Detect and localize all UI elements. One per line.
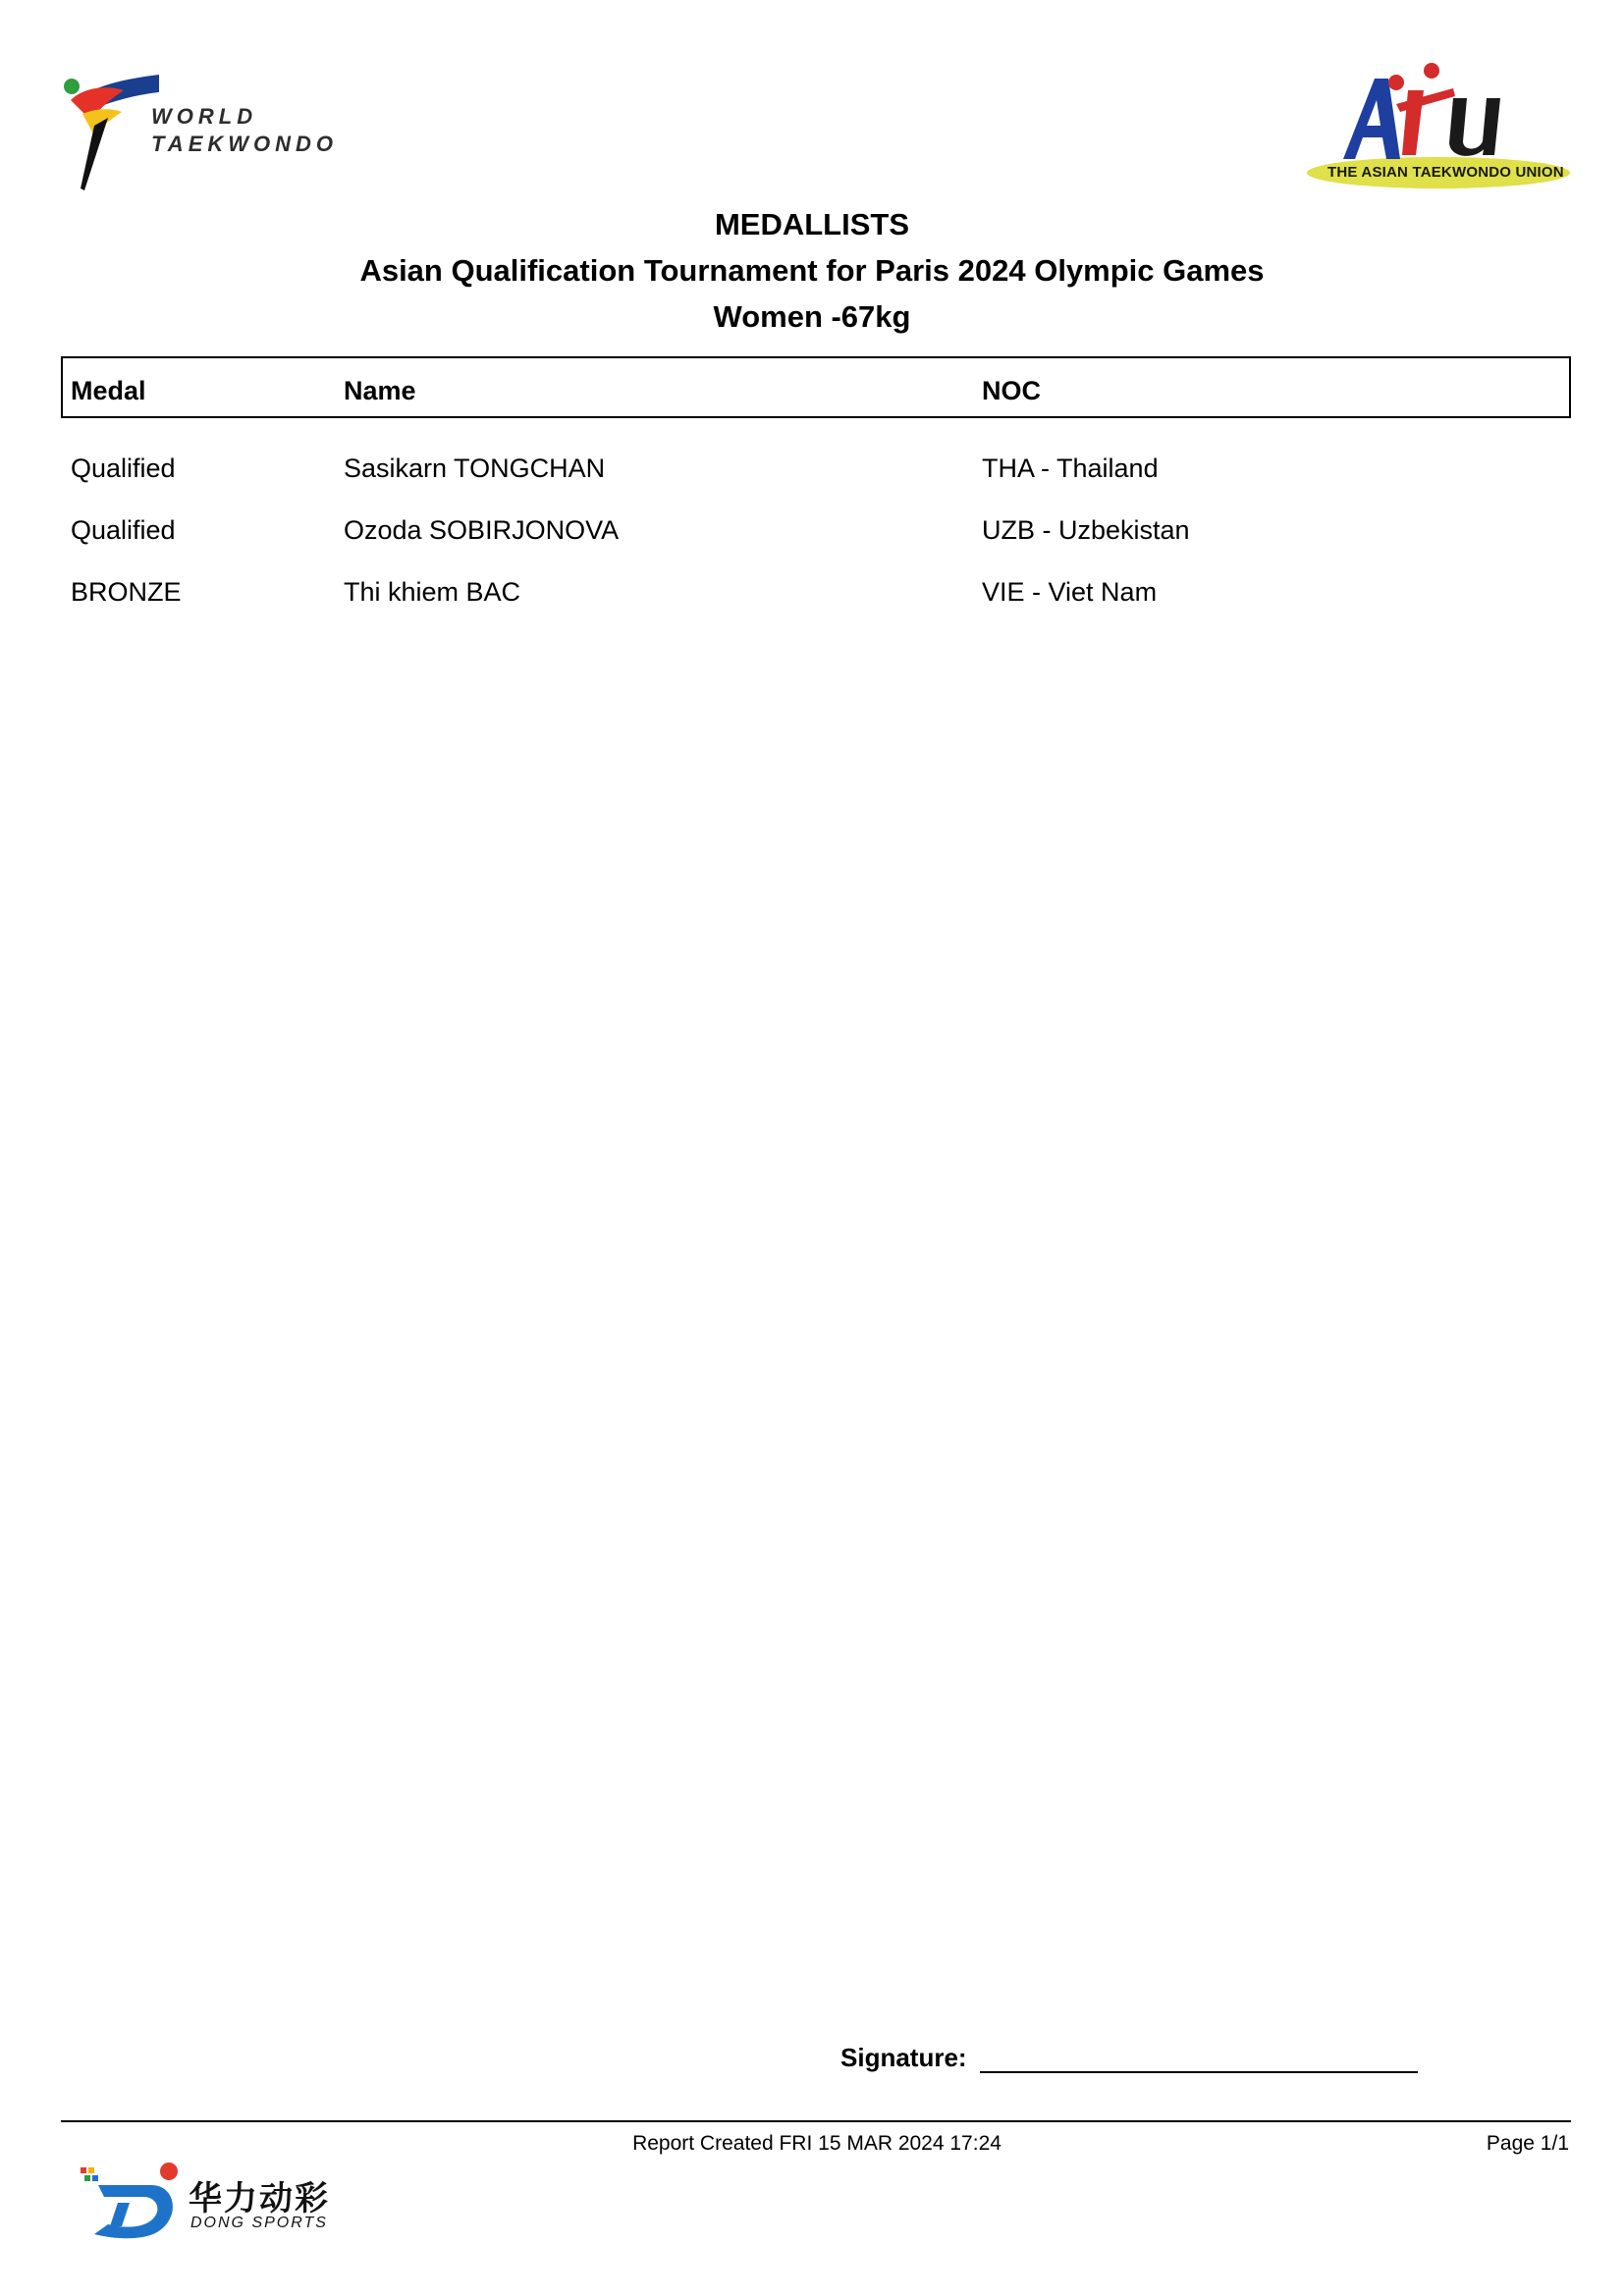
category-title: Women -67kg bbox=[713, 299, 911, 334]
table-row bbox=[61, 454, 1571, 515]
cell-noc: UZB - Uzbekistan bbox=[982, 515, 1190, 545]
column-header-name: Name bbox=[344, 376, 416, 405]
signature-label: Signature: bbox=[840, 2043, 967, 2072]
dong-sports-logo bbox=[79, 2160, 373, 2248]
world-taekwondo-line1: WORLD bbox=[151, 104, 258, 129]
cell-name: Thi khiem BAC bbox=[344, 577, 521, 607]
table-row bbox=[61, 577, 1571, 639]
world-taekwondo-emblem-icon bbox=[61, 69, 159, 191]
cell-medal: Qualified bbox=[71, 515, 176, 545]
signature-line bbox=[980, 2071, 1418, 2073]
report-created: Report Created FRI 15 MAR 2024 17:24 bbox=[632, 2132, 1001, 2155]
footer-divider bbox=[61, 2120, 1571, 2122]
column-header-medal: Medal bbox=[71, 376, 146, 405]
world-taekwondo-line2: TAEKWONDO bbox=[151, 132, 339, 156]
page-title: MEDALLISTS bbox=[714, 207, 910, 241]
table-header bbox=[61, 356, 1571, 418]
cell-medal: BRONZE bbox=[71, 577, 182, 607]
page-number: Page 1/1 bbox=[1486, 2132, 1569, 2155]
world-taekwondo-logo bbox=[61, 69, 339, 191]
atu-tagline: THE ASIAN TAEKWONDO UNION bbox=[1327, 164, 1564, 181]
cell-noc: THA - Thailand bbox=[982, 454, 1159, 483]
dong-sports-chinese: 华力动彩 bbox=[189, 2179, 330, 2218]
cell-name: Sasikarn TONGCHAN bbox=[344, 454, 606, 483]
cell-medal: Qualified bbox=[71, 454, 176, 483]
event-title: Asian Qualification Tournament for Paris 2024 Olympic Games bbox=[359, 253, 1265, 288]
cell-noc: VIE - Viet Nam bbox=[982, 577, 1158, 607]
table-body bbox=[61, 454, 1571, 639]
dong-sports-emblem-icon bbox=[79, 2160, 187, 2248]
atu-logo bbox=[1306, 61, 1571, 196]
table-row bbox=[61, 515, 1571, 577]
cell-name: Ozoda SOBIRJONOVA bbox=[344, 515, 620, 545]
dong-sports-english: DONG SPORTS bbox=[190, 2215, 328, 2231]
column-header-noc: NOC bbox=[982, 376, 1041, 405]
